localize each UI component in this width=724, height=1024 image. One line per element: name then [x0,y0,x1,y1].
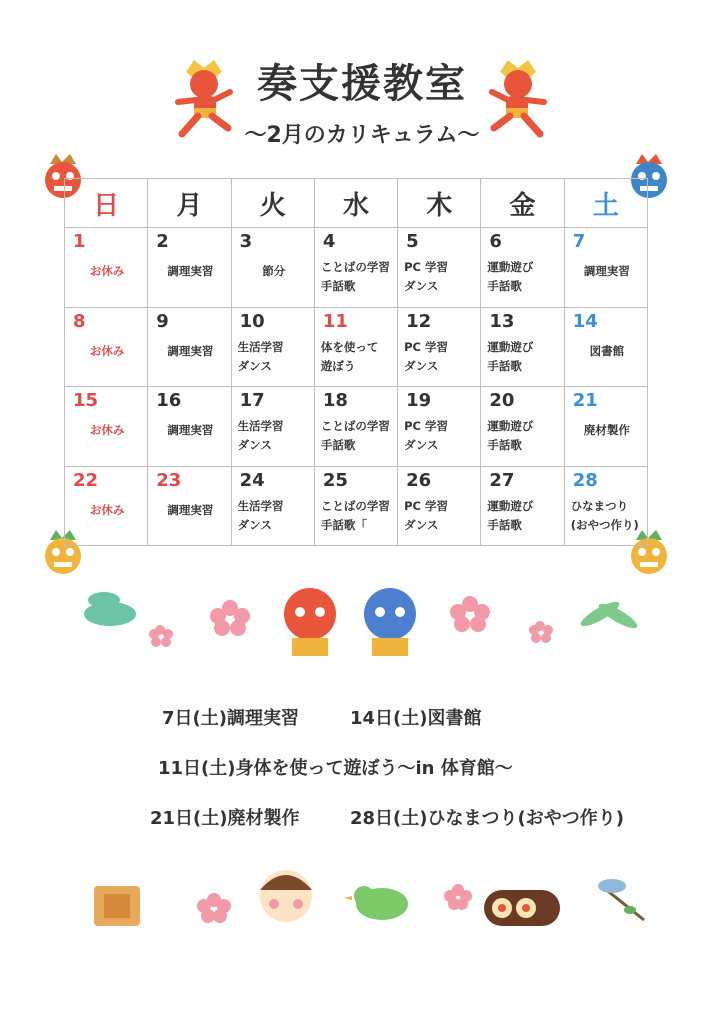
plum-blossom-icon [210,600,250,636]
event-label: ダンス [237,438,272,452]
calendar-day-cell [314,228,397,308]
day-events [238,417,310,455]
event-label: ダンス [237,358,272,373]
weekday-wednesday: 水 [314,179,397,228]
event-label: 手話歌 [320,438,356,452]
event-label: 調理実習 [167,264,214,278]
event-label: ダンス [237,517,272,532]
page-title: 奏支援教室 [257,61,467,107]
bamboo-leaf-icon [578,598,640,632]
day-events [571,342,643,361]
calendar-day-cell [314,387,397,467]
day-events [571,421,643,440]
red-oni-running-icon [168,58,240,140]
calendar-week-row [65,307,648,387]
day-number: 20 [489,390,515,411]
day-number: 5 [406,231,419,252]
day-events [487,258,559,296]
day-number: 15 [73,390,99,411]
event-label: PC 学習 [404,419,448,433]
calendar-day-cell [564,307,647,387]
weekday-header-row [65,179,648,228]
day-events [321,417,393,455]
day-number: 10 [239,310,265,332]
event-label: ダンス [404,438,439,452]
calendar-day-cell [65,307,148,387]
event-label: お休み [89,343,125,358]
calendar-week-row [65,228,648,308]
event-label: ことばの学習 [320,498,390,513]
page-subtitle: ～2月のカリキュラム～ [244,123,480,148]
day-number: 2 [156,231,169,252]
calendar-table [64,178,648,546]
day-events [71,342,143,361]
calendar-day-cell [398,228,481,308]
day-events [154,421,226,440]
event-label: 廃材製作 [583,423,630,437]
event-label: (おやつ作り) [570,517,639,532]
weekday-thursday: 木 [398,179,481,228]
day-number: 12 [406,310,432,332]
event-label: 手話歌 [487,358,522,373]
calendar-day-cell [231,228,314,308]
weekday-monday: 月 [148,179,231,228]
calendar-day-cell [314,466,397,546]
event-label: 運動遊び [487,260,534,274]
sardine-holly-icon [598,879,644,920]
day-number: 14 [572,310,598,332]
day-number: 23 [156,469,182,491]
red-oni-running-icon [482,58,554,140]
calendar-day-cell [481,387,564,467]
event-label: 生活学習 [237,339,284,354]
plum-blossom-icon [149,625,173,647]
day-events [487,417,559,455]
plum-blossom-icon [529,621,553,643]
weekday-saturday: 土 [564,179,647,228]
weekday-friday: 金 [481,179,564,228]
day-number: 11 [322,310,348,332]
day-events [571,262,643,281]
day-number: 24 [239,469,265,491]
day-number: 9 [156,310,169,332]
weekday-sunday: 日 [65,179,148,228]
event-label: 手話歌 [487,517,522,532]
day-events [404,497,476,535]
calendar-day-cell [314,307,397,387]
calendar-day-cell [231,466,314,546]
event-label: お休み [89,264,125,278]
day-number: 17 [239,390,265,411]
calendar-day-cell [65,466,148,546]
calendar-day-cell [564,466,647,546]
day-number: 3 [239,231,253,252]
event-label: お休み [89,502,125,517]
day-number: 25 [322,469,348,491]
calendar-day-cell [148,466,231,546]
event-label: 運動遊び [487,339,534,354]
note-hinamatsuri: 28日(土)ひなまつり(おやつ作り) [350,808,624,829]
event-label: ダンス [404,358,439,373]
plum-blossom-icon [444,884,472,910]
calendar-week-row [65,466,648,546]
bird-icon [344,886,408,920]
calendar-day-cell [481,228,564,308]
calendar-day-cell [398,387,481,467]
event-label: 節分 [262,264,286,278]
calendar-day-cell [481,307,564,387]
plum-blossom-icon [197,893,231,923]
ehomaki-icon [484,890,560,926]
day-number: 8 [73,310,86,332]
day-number: 1 [73,231,86,252]
day-number: 22 [73,469,99,491]
day-number: 19 [406,390,432,411]
event-label: PC 学習 [404,339,448,354]
day-events [238,338,310,376]
day-number: 4 [322,231,336,252]
calendar-day-cell [231,387,314,467]
calendar-week-row [65,387,648,467]
event-label: 運動遊び [487,498,534,513]
event-label: 調理実習 [167,343,214,358]
event-label: 運動遊び [487,419,534,433]
event-label: 手話歌 [320,279,356,293]
note-craft: 21日(土)廃材製作 [150,808,300,829]
day-number: 16 [156,390,182,411]
day-number: 6 [489,231,502,252]
calendar-day-cell [148,387,231,467]
day-events [571,497,643,535]
day-events [487,338,559,376]
day-events [238,262,310,281]
event-label: 生活学習 [237,498,284,513]
day-number: 26 [406,469,432,491]
event-label: 調理実習 [583,264,630,278]
calendar-day-cell [398,466,481,546]
calendar-day-cell [564,387,647,467]
day-events [404,258,476,296]
day-number: 21 [572,390,598,411]
event-label: 手話歌「 [320,517,367,532]
event-label: 体を使って [320,339,379,354]
day-events [487,497,559,535]
note-library: 14日(土)図書館 [350,708,482,729]
day-events [154,501,226,520]
day-number: 7 [572,231,586,252]
note-gym: 11日(土)身体を使って遊ぼう～in 体育館～ [158,758,513,779]
event-label: お休み [89,423,125,437]
calendar-day-cell [564,228,647,308]
day-events [404,417,476,455]
setsubun-decoration-strip [70,578,654,668]
day-number: 13 [489,310,515,332]
okame-face-icon [260,870,312,922]
fuku-bean-box-icon [94,886,140,926]
event-label: 遊ぼう [320,358,356,373]
event-label: 調理実習 [167,423,214,437]
note-cooking: 7日(土)調理実習 [162,708,299,729]
blue-oni-icon [364,588,416,656]
day-events [154,342,226,361]
calendar-day-cell [65,228,148,308]
pine-icon [84,592,136,626]
calendar-day-cell [148,228,231,308]
calendar-day-cell [231,307,314,387]
day-events [71,501,143,520]
day-events [321,497,393,535]
calendar-day-cell [148,307,231,387]
day-events [321,338,393,376]
event-label: ことばの学習 [320,260,390,274]
day-number: 28 [572,469,598,491]
day-number: 27 [489,469,515,491]
bottom-decoration-strip [64,860,654,940]
day-events [71,262,143,281]
event-label: 手話歌 [487,279,522,293]
day-events [71,421,143,440]
event-label: ダンス [404,279,439,293]
event-label: PC 学習 [404,498,448,513]
day-events [404,338,476,376]
event-label: PC 学習 [404,260,448,274]
event-label: ひなまつり [570,498,629,513]
calendar-day-cell [481,466,564,546]
calendar-day-cell [398,307,481,387]
event-label: 図書館 [589,343,625,358]
calendar-day-cell [65,387,148,467]
day-events [154,262,226,281]
event-label: 手話歌 [487,438,522,452]
day-number: 18 [322,390,348,411]
event-label: ダンス [404,517,439,532]
event-label: ことばの学習 [320,419,390,433]
day-events [238,497,310,535]
red-oni-icon [284,588,336,656]
event-label: 生活学習 [237,419,284,433]
plum-blossom-icon [450,596,490,632]
event-label: 調理実習 [167,502,214,517]
day-events [321,258,393,296]
weekday-tuesday: 火 [231,179,314,228]
